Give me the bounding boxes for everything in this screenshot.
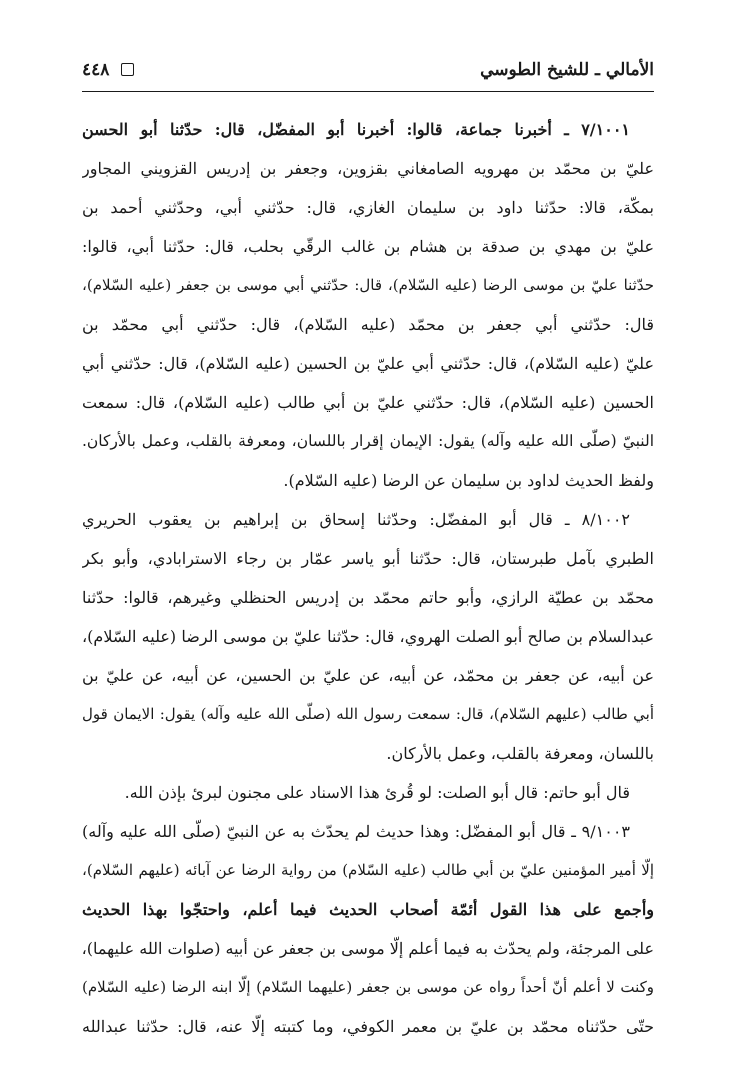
text-line: الطبري بآمل طبرستان، قال: حدّثنا أبو ياسر عمّار بن رجاء الاسترابادي، وأبو بكر bbox=[82, 549, 654, 568]
text-line: بمكّة، قالا: حدّثنا داود بن سليمان الغازي، قال: حدّثني أبي، وحدّثني أحمد بن bbox=[82, 198, 654, 217]
page-header bbox=[82, 52, 654, 92]
text-line: الحسين (عليه السّلام)، قال: حدّثني عليّ بن أبي طالب (عليه السّلام)، قال: سمعت bbox=[82, 393, 654, 412]
text-line: عبدالسلام بن صالح أبو الصلت الهروي، قال: حدّثنا عليّ بن موسى الرضا (عليه السّلام)، bbox=[82, 627, 654, 646]
page-number-group bbox=[82, 60, 134, 80]
text-line: أبي طالب (عليهم السّلام)، قال: سمعت رسول الله (صلّى الله عليه وآله) يقول: الايمان قول bbox=[82, 705, 654, 723]
book-title: الأمالي ـ للشيخ الطوسي bbox=[480, 60, 654, 80]
text-line: ٨/١٠٠٢ ـ قال أبو المفضّل: وحدّثنا إسحاق بن إبراهيم بن يعقوب الحريري bbox=[82, 510, 630, 529]
text-line: وكنت لا أعلم أنّ أحداً رواه عن موسى بن جعفر (عليهما السّلام) إلّا ابنه الرضا (عليه السّلام) bbox=[82, 978, 654, 996]
text-line: عليّ بن محمّد بن مهرويه الصامغاني بقزوين، وجعفر بن إدريس القزويني المجاور bbox=[82, 159, 654, 178]
text-line: قال: حدّثني أبي جعفر بن محمّد (عليه السّلام)، قال: حدّثني أبي محمّد بن bbox=[82, 315, 654, 334]
page-number: ٤٤٨ bbox=[82, 60, 110, 80]
text-line: باللسان، ومعرفة بالقلب، وعمل بالأركان. bbox=[386, 744, 654, 763]
text-line: إلّا أمير المؤمنين عليّ بن أبي طالب (عليه السّلام) من رواية الرضا عن آبائه (عليهم السّلام)، bbox=[82, 861, 654, 879]
text-line: وأجمع على هذا القول أئمّة أصحاب الحديث فيما أعلم، واحتجّوا بهذا الحديث bbox=[82, 900, 654, 919]
text-line: عن أبيه، عن جعفر بن محمّد، عن أبيه، عن عليّ بن الحسين، عن أبيه، عن عليّ بن bbox=[82, 666, 654, 685]
text-line: على المرجئة، ولم يحدّث به فيما أعلم إلّا موسى بن جعفر عن أبيه (صلوات الله عليهما)، bbox=[82, 939, 654, 958]
body-text bbox=[82, 110, 654, 1046]
header-rule bbox=[82, 91, 654, 92]
text-line: ولفظ الحديث لداود بن سليمان عن الرضا (عليه السّلام). bbox=[283, 471, 654, 490]
text-line: ٧/١٠٠١ ـ أخبرنا جماعة، قالوا: أخبرنا أبو المفضّل، قال: حدّثنا أبو الحسن bbox=[82, 120, 630, 139]
text-line: عليّ (عليه السّلام)، قال: حدّثني أبي عليّ بن الحسين (عليه السّلام)، قال: حدّثني أبي bbox=[82, 354, 654, 373]
text-line: حتّى حدّثناه محمّد بن عليّ بن معمر الكوفي، وما كتبته إلّا عنه، قال: حدّثنا عبدالله bbox=[82, 1017, 654, 1036]
text-line: النبيّ (صلّى الله عليه وآله) يقول: الإيمان إقرار باللسان، ومعرفة بالقلب، وعمل بالأركان. bbox=[82, 432, 654, 450]
text-line: محمّد بن عطيّة الرازي، وأبو حاتم محمّد بن إدريس الحنظلي وغيرهم، قالوا: حدّثنا bbox=[82, 588, 654, 607]
text-line: ٩/١٠٠٣ ـ قال أبو المفضّل: وهذا حديث لم يحدّث به عن النبيّ (صلّى الله عليه وآله) bbox=[82, 822, 630, 841]
text-line: عليّ بن مهدي بن صدقة بن هشام بن غالب الرقّي بحلب، قال: حدّثنا أبي، قالوا: bbox=[82, 237, 654, 256]
text-line: حدّثنا عليّ بن موسى الرضا (عليه السّلام)، قال: حدّثني أبي موسى بن جعفر (عليه السّلام)، bbox=[82, 276, 654, 294]
square-icon bbox=[121, 63, 134, 76]
text-line: قال أبو حاتم: قال أبو الصلت: لو قُرئ هذا الاسناد على مجنون لبرئ بإذن الله. bbox=[124, 783, 630, 802]
